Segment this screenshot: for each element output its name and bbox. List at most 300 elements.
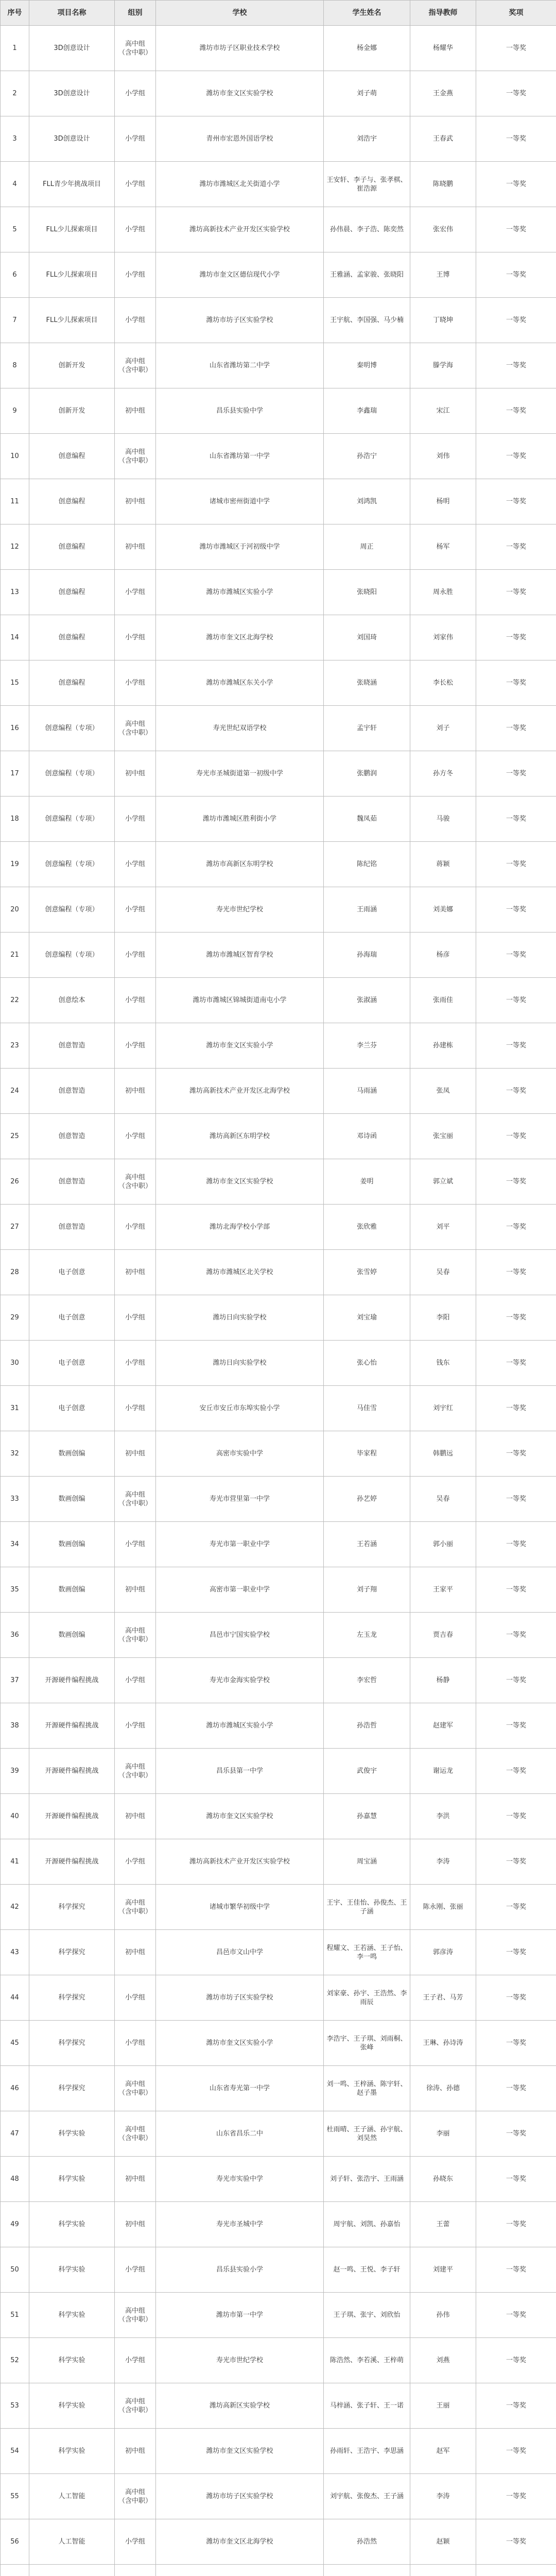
cell-award: 一等奖 <box>476 1205 556 1250</box>
cell-no: 27 <box>1 1205 29 1250</box>
cell-group: 小学组 <box>115 1386 156 1431</box>
table-row <box>1 1749 556 1794</box>
cell-school: 山东省寿光第一中学 <box>156 2066 324 2111</box>
cell-project: 科学探究 <box>29 2021 115 2066</box>
cell-students: 王安轩、李子与、张孝棋、崔浩源 <box>324 162 410 207</box>
cell-no: 30 <box>1 1341 29 1386</box>
table-row <box>1 1477 556 1522</box>
cell-project: 创意智造 <box>29 1159 115 1205</box>
cell-group: 高中组 （含中职） <box>115 1885 156 1930</box>
cell-school: 潍坊市坊子区实验学校 <box>156 1975 324 2021</box>
cell-project: 创意编程 <box>29 570 115 615</box>
cell-school: 高密市实验中学 <box>156 1431 324 1477</box>
cell-project: 创新开发 <box>29 343 115 388</box>
cell-school: 潍坊市潍城区于河初级中学 <box>156 524 324 570</box>
cell-students <box>324 2565 410 2576</box>
cell-school: 寿光市世纪学校 <box>156 2338 324 2383</box>
cell-project: 开源硬件编程挑战 <box>29 1749 115 1794</box>
cell-students: 孟宇轩 <box>324 706 410 751</box>
cell-teachers: 郭彦涛 <box>410 1930 476 1975</box>
cell-project: 创意编程 <box>29 615 115 660</box>
table-row <box>1 116 556 162</box>
cell-project: 创意智造 <box>29 1069 115 1114</box>
cell-project: 开源硬件编程挑战 <box>29 1703 115 1749</box>
cell-no: 10 <box>1 434 29 479</box>
cell-students: 周宇航、刘凯、孙嘉怡 <box>324 2202 410 2247</box>
cell-school: 昌邑市宁国实验学校 <box>156 1613 324 1658</box>
cell-group: 小学组 <box>115 298 156 343</box>
cell-group: 高中组 （含中职） <box>115 1613 156 1658</box>
cell-project: FLL少儿探索项目 <box>29 207 115 252</box>
table-row <box>1 706 556 751</box>
cell-school: 潍坊北海学校小学部 <box>156 1205 324 1250</box>
cell-project: 科学探究 <box>29 1975 115 2021</box>
header-cell-students: 学生姓名 <box>324 1 410 26</box>
cell-no: 43 <box>1 1930 29 1975</box>
table-row <box>1 1114 556 1159</box>
cell-group: 初中组 <box>115 388 156 434</box>
cell-no: 23 <box>1 1023 29 1069</box>
cell-award: 一等奖 <box>476 1975 556 2021</box>
cell-students: 刘子翔 <box>324 1567 410 1613</box>
cell-students: 马梓涵、张子轩、王一诺 <box>324 2383 410 2429</box>
cell-students: 刘一鸣、王梓涵、陈宇轩、赵子墨 <box>324 2066 410 2111</box>
cell-group: 小学组 <box>115 887 156 933</box>
cell-students: 陈浩然、李若溪、王梓萌 <box>324 2338 410 2383</box>
cell-group: 小学组 <box>115 1205 156 1250</box>
table-row <box>1 1794 556 1839</box>
cell-group: 小学组 <box>115 933 156 978</box>
cell-group: 高中组 （含中职） <box>115 434 156 479</box>
cell-award: 一等奖 <box>476 2519 556 2565</box>
cell-teachers: 杨彦 <box>410 933 476 978</box>
cell-project: 科学实验 <box>29 2338 115 2383</box>
cell-no: 34 <box>1 1522 29 1567</box>
cell-teachers: 刘子 <box>410 706 476 751</box>
cell-award: 一等奖 <box>476 207 556 252</box>
cell-award: 一等奖 <box>476 1839 556 1885</box>
cell-project: 科学探究 <box>29 1930 115 1975</box>
table-row <box>1 71 556 116</box>
cell-teachers: 王家平 <box>410 1567 476 1613</box>
cell-school: 山东省潍坊第一中学 <box>156 434 324 479</box>
cell-school: 潍坊市第一中学 <box>156 2293 324 2338</box>
table-row <box>1 978 556 1023</box>
cell-students: 王宇、王佳怡、孙俊杰、王子涵 <box>324 1885 410 1930</box>
cell-award: 一等奖 <box>476 1613 556 1658</box>
cell-project: 人工智能 <box>29 2474 115 2519</box>
cell-group: 小学组 <box>115 71 156 116</box>
cell-no: 37 <box>1 1658 29 1703</box>
cell-group: 小学组 <box>115 570 156 615</box>
cell-award: 一等奖 <box>476 1703 556 1749</box>
cell-project: 开源硬件编程挑战 <box>29 1839 115 1885</box>
cell-project: 电子创意 <box>29 1386 115 1431</box>
cell-students: 程耀文、王若涵、王子怡、李一鸣 <box>324 1930 410 1975</box>
cell-group: 小学组 <box>115 2338 156 2383</box>
cell-school <box>156 2565 324 2576</box>
cell-no: 35 <box>1 1567 29 1613</box>
cell-teachers: 韩鹏远 <box>410 1431 476 1477</box>
cell-school: 潍坊市潍城区智育学校 <box>156 933 324 978</box>
cell-school: 寿光市实验中学 <box>156 2157 324 2202</box>
cell-award: 一等奖 <box>476 842 556 887</box>
cell-group: 初中组 <box>115 751 156 796</box>
cell-group: 初中组 <box>115 479 156 524</box>
cell-group: 高中组 （含中职） <box>115 26 156 71</box>
cell-school: 潍坊高新技术产业开发区北海学校 <box>156 1069 324 1114</box>
cell-school: 山东省昌乐二中 <box>156 2111 324 2157</box>
cell-teachers: 刘燕 <box>410 2338 476 2383</box>
cell-school: 潍坊市坊子区实验学校 <box>156 2474 324 2519</box>
cell-no: 8 <box>1 343 29 388</box>
table-row <box>1 1522 556 1567</box>
cell-award: 一等奖 <box>476 524 556 570</box>
cell-award: 一等奖 <box>476 978 556 1023</box>
cell-group: 初中组 <box>115 1250 156 1295</box>
cell-award: 一等奖 <box>476 570 556 615</box>
cell-no: 13 <box>1 570 29 615</box>
cell-teachers: 谢运龙 <box>410 1749 476 1794</box>
cell-award: 一等奖 <box>476 1885 556 1930</box>
cell-award: 一等奖 <box>476 298 556 343</box>
cell-teachers: 孙伟 <box>410 2293 476 2338</box>
cell-award: 一等奖 <box>476 343 556 388</box>
cell-students: 张雪婷 <box>324 1250 410 1295</box>
cell-students: 孙艺婷 <box>324 1477 410 1522</box>
cell-no: 2 <box>1 71 29 116</box>
cell-group: 小学组 <box>115 1975 156 2021</box>
cell-group: 初中组 <box>115 2429 156 2474</box>
cell-no: 12 <box>1 524 29 570</box>
cell-school: 寿光世纪双语学校 <box>156 706 324 751</box>
cell-award: 一等奖 <box>476 252 556 298</box>
table-row <box>1 1159 556 1205</box>
cell-school: 潍坊市潍城区锦城街道南屯小学 <box>156 978 324 1023</box>
cell-no: 24 <box>1 1069 29 1114</box>
cell-school: 寿光市营里第一中学 <box>156 1477 324 1522</box>
table-row <box>1 2157 556 2202</box>
cell-teachers: 李丽 <box>410 2111 476 2157</box>
table-row <box>1 1341 556 1386</box>
cell-group: 小学组 <box>115 1522 156 1567</box>
cell-students: 杨金娜 <box>324 26 410 71</box>
table-row <box>1 207 556 252</box>
cell-project: 数画创编 <box>29 1613 115 1658</box>
cell-teachers: 李阳 <box>410 1295 476 1341</box>
cell-award: 一等奖 <box>476 1159 556 1205</box>
cell-students: 张欣雅 <box>324 1205 410 1250</box>
cell-award: 一等奖 <box>476 1930 556 1975</box>
cell-students: 李兰芬 <box>324 1023 410 1069</box>
cell-students: 武俊宇 <box>324 1749 410 1794</box>
cell-project: 科学探究 <box>29 2066 115 2111</box>
cell-group: 初中组 <box>115 1930 156 1975</box>
cell-students: 刘宝瑜 <box>324 1295 410 1341</box>
cell-no: 44 <box>1 1975 29 2021</box>
cell-group: 高中组 （含中职） <box>115 343 156 388</box>
cell-award: 一等奖 <box>476 1386 556 1431</box>
cell-group: 小学组 <box>115 1658 156 1703</box>
header-row <box>1 1 556 26</box>
cell-project: 人工智能 <box>29 2519 115 2565</box>
table-row <box>1 1250 556 1295</box>
cell-no: 47 <box>1 2111 29 2157</box>
cell-teachers: 赵军 <box>410 2429 476 2474</box>
cell-teachers: 马骏 <box>410 796 476 842</box>
table-row <box>1 2111 556 2157</box>
cell-group: 初中组 <box>115 2157 156 2202</box>
table-row <box>1 2293 556 2338</box>
table-row <box>1 2383 556 2429</box>
cell-group: 初中组 <box>115 1069 156 1114</box>
table-row <box>1 2519 556 2565</box>
cell-award: 一等奖 <box>476 1567 556 1613</box>
cell-no: 51 <box>1 2293 29 2338</box>
cell-project: 创意编程 <box>29 479 115 524</box>
cell-project: 创意智造 <box>29 1023 115 1069</box>
cell-no: 21 <box>1 933 29 978</box>
cell-teachers: 孙建栋 <box>410 1023 476 1069</box>
cell-no: 1 <box>1 26 29 71</box>
cell-no: 22 <box>1 978 29 1023</box>
cell-group: 小学组 <box>115 1839 156 1885</box>
cell-group: 高中组 （含中职） <box>115 2293 156 2338</box>
cell-no: 45 <box>1 2021 29 2066</box>
cell-school: 潍坊市奎文区实验小学 <box>156 2021 324 2066</box>
table-row <box>1 1205 556 1250</box>
cell-project: 科学探究 <box>29 1885 115 1930</box>
cell-students: 赵一鸣、王悦、李子轩 <box>324 2247 410 2293</box>
cell-award: 一等奖 <box>476 1431 556 1477</box>
cell-no: 9 <box>1 388 29 434</box>
cell-students: 刘浩宇 <box>324 116 410 162</box>
cell-teachers: 杨明 <box>410 479 476 524</box>
cell-school: 潍坊市奎文区实验小学 <box>156 1023 324 1069</box>
cell-award: 一等奖 <box>476 660 556 706</box>
cell-no: 5 <box>1 207 29 252</box>
cell-teachers: 蒋颖 <box>410 842 476 887</box>
cell-students: 王雅涵、孟家骏、张晓阳 <box>324 252 410 298</box>
cell-teachers <box>410 2565 476 2576</box>
cell-teachers: 张雨佳 <box>410 978 476 1023</box>
cell-students: 王雨涵 <box>324 887 410 933</box>
cell-project: 3D创意设计 <box>29 71 115 116</box>
cell-teachers: 孙方冬 <box>410 751 476 796</box>
cell-award: 一等奖 <box>476 162 556 207</box>
cell-group: 小学组 <box>115 207 156 252</box>
table-row <box>1 1023 556 1069</box>
cell-project: 科学实验 <box>29 2293 115 2338</box>
cell-award: 一等奖 <box>476 2202 556 2247</box>
cell-students: 李宏哲 <box>324 1658 410 1703</box>
cell-group: 高中组 （含中职） <box>115 706 156 751</box>
cell-project: 电子创意 <box>29 1295 115 1341</box>
cell-project: 创意编程（专项） <box>29 706 115 751</box>
cell-project: FLL少儿探索项目 <box>29 298 115 343</box>
table-row <box>1 751 556 796</box>
cell-award: 一等奖 <box>476 434 556 479</box>
cell-teachers: 钱东 <box>410 1341 476 1386</box>
cell-project: 创意编程（专项） <box>29 933 115 978</box>
cell-project: 数画创编 <box>29 1477 115 1522</box>
cell-school: 诸城市繁华初级中学 <box>156 1885 324 1930</box>
cell-project: FLL少儿探索项目 <box>29 252 115 298</box>
table-row <box>1 434 556 479</box>
cell-group: 高中组 （含中职） <box>115 2066 156 2111</box>
cell-teachers: 王琳、孙诗涛 <box>410 2021 476 2066</box>
cell-school: 潍坊高新区实验学校 <box>156 2383 324 2429</box>
cell-students: 张心怡 <box>324 1341 410 1386</box>
cell-school: 寿光市圣城街道第一初级中学 <box>156 751 324 796</box>
cell-group: 初中组 <box>115 1567 156 1613</box>
table-row <box>1 615 556 660</box>
cell-award: 一等奖 <box>476 2474 556 2519</box>
table-row <box>1 2066 556 2111</box>
cell-group: 高中组 （含中职） <box>115 2383 156 2429</box>
cell-school: 潍坊市奎文区实验学校 <box>156 1794 324 1839</box>
cell-school: 昌乐县实验小学 <box>156 2247 324 2293</box>
cell-school: 寿光市世纪学校 <box>156 887 324 933</box>
cell-students: 王子琪、张宇、刘欣怡 <box>324 2293 410 2338</box>
cell-no: 19 <box>1 842 29 887</box>
cell-teachers: 刘家伟 <box>410 615 476 660</box>
cell-project: 创意智造 <box>29 1205 115 1250</box>
cell-project: 开源硬件编程挑战 <box>29 1794 115 1839</box>
table-row <box>1 2202 556 2247</box>
table-row <box>1 26 556 71</box>
cell-no: 54 <box>1 2429 29 2474</box>
cell-group: 小学组 <box>115 252 156 298</box>
cell-no: 39 <box>1 1749 29 1794</box>
cell-project: 电子创意 <box>29 1341 115 1386</box>
cell-award: 一等奖 <box>476 1250 556 1295</box>
cell-project: 创意智造 <box>29 1114 115 1159</box>
cell-school: 潍坊市潍城区北关学校 <box>156 1250 324 1295</box>
cell-group: 小学组 <box>115 1114 156 1159</box>
header-cell-school: 学校 <box>156 1 324 26</box>
cell-students: 刘鸿凯 <box>324 479 410 524</box>
cell-school: 寿光市圣城中学 <box>156 2202 324 2247</box>
cell-project: 创意编程（专项） <box>29 796 115 842</box>
cell-award: 一等奖 <box>476 1069 556 1114</box>
cell-students: 姜明 <box>324 1159 410 1205</box>
cell-teachers: 李涛 <box>410 1839 476 1885</box>
cell-no: 52 <box>1 2338 29 2383</box>
cell-group: 高中组 （含中职） <box>115 1749 156 1794</box>
table-row <box>1 1930 556 1975</box>
cell-award: 一等奖 <box>476 2021 556 2066</box>
cell-school: 山东省潍坊第二中学 <box>156 343 324 388</box>
table-header <box>1 1 556 26</box>
cell-no: 26 <box>1 1159 29 1205</box>
cell-students: 刘宇航、张俊杰、王子涵 <box>324 2474 410 2519</box>
cell-award: 一等奖 <box>476 1341 556 1386</box>
cell-teachers: 张宏伟 <box>410 207 476 252</box>
cell-students: 毕家程 <box>324 1431 410 1477</box>
cell-project: 数画创编 <box>29 1522 115 1567</box>
table-row <box>1 2474 556 2519</box>
table-row <box>1 2021 556 2066</box>
cell-project: 3D创意设计 <box>29 26 115 71</box>
cell-teachers: 吴春 <box>410 1477 476 1522</box>
cell-teachers: 刘平 <box>410 1205 476 1250</box>
cell-no: 41 <box>1 1839 29 1885</box>
cell-students: 刘家豪、孙宇、王浩然、李雨辰 <box>324 1975 410 2021</box>
cell-teachers: 陈晓鹏 <box>410 162 476 207</box>
cell-award: 一等奖 <box>476 751 556 796</box>
cell-school: 潍坊市奎文区实验学校 <box>156 71 324 116</box>
cell-students: 孙伟晨、李子浩、陈奕然 <box>324 207 410 252</box>
cell-students: 李浩宇、王子琪、刘雨桐、张峰 <box>324 2021 410 2066</box>
cell-group: 小学组 <box>115 162 156 207</box>
table-row <box>1 343 556 388</box>
cell-school: 昌乐县实验中学 <box>156 388 324 434</box>
cell-award: 一等奖 <box>476 1295 556 1341</box>
cell-school: 昌邑市文山中学 <box>156 1930 324 1975</box>
cell-school: 潍坊市潍城区北关街道小学 <box>156 162 324 207</box>
header-cell-no: 序号 <box>1 1 29 26</box>
table-row <box>1 2429 556 2474</box>
cell-students: 王若涵 <box>324 1522 410 1567</box>
cell-students: 秦明博 <box>324 343 410 388</box>
cell-project: 数画创编 <box>29 1567 115 1613</box>
cell-project: 创意编程 <box>29 660 115 706</box>
table-row <box>1 388 556 434</box>
cell-group: 小学组 <box>115 2519 156 2565</box>
cell-project: 科学实验 <box>29 2202 115 2247</box>
cell-teachers: 李长松 <box>410 660 476 706</box>
cell-teachers: 李洪 <box>410 1794 476 1839</box>
table-row <box>1 1975 556 2021</box>
cell-teachers: 张宝丽 <box>410 1114 476 1159</box>
cell-students: 王宇航、李国强、马少楠 <box>324 298 410 343</box>
cell-project: 创意编程 <box>29 524 115 570</box>
cell-no: 40 <box>1 1794 29 1839</box>
cell-students: 左玉龙 <box>324 1613 410 1658</box>
cell-no: 6 <box>1 252 29 298</box>
cell-award: 一等奖 <box>476 1477 556 1522</box>
cell-project: 创意编程（专项） <box>29 887 115 933</box>
cell-award: 一等奖 <box>476 2383 556 2429</box>
table-row <box>1 1703 556 1749</box>
cell-no: 4 <box>1 162 29 207</box>
table-row <box>1 2565 556 2576</box>
table-row <box>1 660 556 706</box>
cell-award: 一等奖 <box>476 1023 556 1069</box>
cell-students: 张晓阳 <box>324 570 410 615</box>
cell-teachers: 刘伟 <box>410 434 476 479</box>
cell-award: 一等奖 <box>476 796 556 842</box>
cell-award: 一等奖 <box>476 2338 556 2383</box>
cell-teachers: 杨军 <box>410 524 476 570</box>
cell-teachers: 滕学海 <box>410 343 476 388</box>
table-row <box>1 1295 556 1341</box>
cell-students: 孙雨轩、王浩宇、李思涵 <box>324 2429 410 2474</box>
cell-group: 小学组 <box>115 842 156 887</box>
cell-students: 杜雨晴、王子涵、孙宇航、刘昊然 <box>324 2111 410 2157</box>
cell-group: 初中组 <box>115 2202 156 2247</box>
cell-project: 创意编程（专项） <box>29 842 115 887</box>
table-row <box>1 1386 556 1431</box>
cell-award: 一等奖 <box>476 26 556 71</box>
cell-school: 潍坊市潍城区实验小学 <box>156 1703 324 1749</box>
cell-project: 3D创意设计 <box>29 116 115 162</box>
cell-no: 31 <box>1 1386 29 1431</box>
cell-students: 刘国琦 <box>324 615 410 660</box>
cell-students: 孙嘉慧 <box>324 1794 410 1839</box>
cell-teachers: 张凤 <box>410 1069 476 1114</box>
